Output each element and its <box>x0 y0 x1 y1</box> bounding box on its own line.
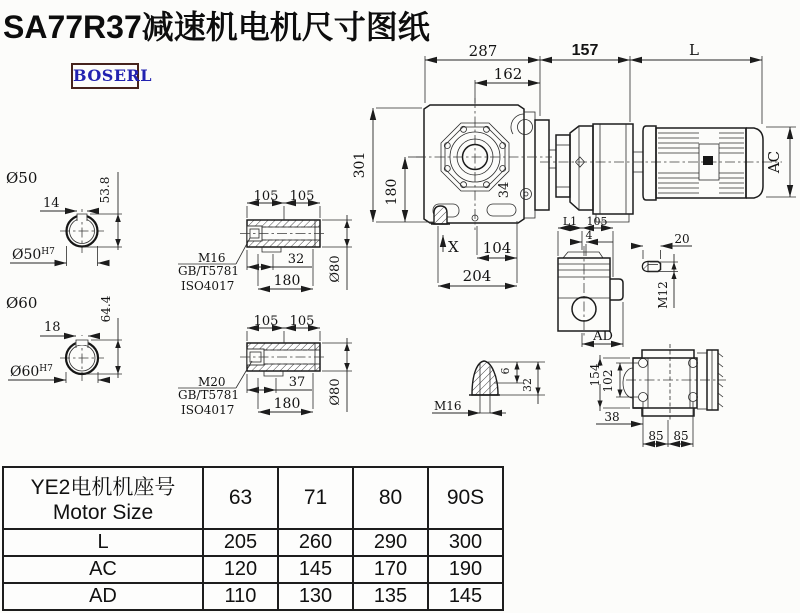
dim-L-label: L <box>689 41 699 59</box>
thread-M16b-label: M16 <box>434 399 462 413</box>
row-label: AD <box>3 583 203 610</box>
dia50-label: Ø50 <box>6 169 38 187</box>
row-label: L <box>3 529 203 556</box>
table-header-en: Motor Size <box>52 501 154 524</box>
breather-plug-detail <box>432 361 545 413</box>
dim-AC-label: AC <box>765 150 783 174</box>
dim-AD-label: AD <box>593 329 613 344</box>
size-80: 80 <box>353 467 428 529</box>
shaft-bore-view-50 <box>6 169 122 266</box>
bore50-label: $Ø50^{H7}$ <box>12 247 55 263</box>
dim-dia80a-label: Ø80 <box>328 255 343 283</box>
size-71: 71 <box>278 467 353 529</box>
dim-dia80b-label: Ø80 <box>328 378 343 406</box>
dim-37-label: 37 <box>288 375 306 390</box>
standard-gb2-label: GB/T5781 <box>178 388 239 402</box>
cell: 135 <box>353 583 428 610</box>
drain-plug <box>434 206 447 224</box>
dim-18-label: 18 <box>44 320 61 335</box>
dim-102-label: 102 <box>601 369 615 393</box>
dim-4-label: 4 <box>585 229 593 242</box>
dim-20-label: 20 <box>674 232 690 246</box>
thread-M20-label: M20 <box>198 375 226 389</box>
dim-L1-label: L1 <box>562 215 578 228</box>
dim-204-label: 204 <box>462 267 492 285</box>
gearbox-front-view <box>416 98 552 230</box>
table-header-label <box>3 467 203 529</box>
cell: 110 <box>203 583 278 610</box>
dim-287-label: 287 <box>468 42 498 60</box>
dia60-label: Ø60 <box>6 294 38 312</box>
standard-iso2-label: ISO4017 <box>181 403 235 417</box>
dim-53.8-label: 53.8 <box>98 176 112 204</box>
cell: 130 <box>278 583 353 610</box>
gearbox-side-view <box>558 215 623 347</box>
sleeve-section-lower <box>178 314 352 417</box>
cell: 260 <box>278 529 353 556</box>
dim-154-label: 154 <box>588 363 602 387</box>
dim-157-label: 157 <box>571 42 599 59</box>
table-row-L <box>3 529 503 556</box>
dim-301-label: 301 <box>352 151 368 179</box>
dim-105R2-label: 105 <box>289 314 315 329</box>
cooling-fins <box>658 133 744 193</box>
table-header-row <box>3 467 503 529</box>
dim-162-label: 162 <box>493 65 523 83</box>
dim-105L2-label: 105 <box>253 314 279 329</box>
dim-104-label: 104 <box>482 239 512 257</box>
cell: 290 <box>353 529 428 556</box>
sleeve-section-upper <box>178 189 352 293</box>
dim-34-label: 34 <box>497 181 512 199</box>
dim-32b-label: 32 <box>521 378 534 392</box>
bore60-label: $Ø60^{H7}$ <box>10 364 53 380</box>
dim-180a-label: 180 <box>273 273 301 289</box>
table-row-AC <box>3 556 503 583</box>
dim-X-label: X <box>448 238 459 256</box>
cell: 190 <box>428 556 503 583</box>
cell: 120 <box>203 556 278 583</box>
cell: 205 <box>203 529 278 556</box>
dim-105R-label: 105 <box>289 189 315 204</box>
shaft-bore-view-60 <box>6 294 122 383</box>
thread-M12-label: M12 <box>656 281 670 309</box>
row-label: AC <box>3 556 203 583</box>
page-title: SA77R37减速机电机尺寸图纸 <box>3 9 430 45</box>
dim-85L-label: 85 <box>648 429 664 443</box>
table-header-cn: YE2电机机座号 <box>30 476 176 499</box>
dim-180-label: 180 <box>384 178 400 206</box>
cell: 145 <box>428 583 503 610</box>
dim-14-label: 14 <box>43 196 60 211</box>
nameplate-mark <box>703 156 713 165</box>
standard-gb-label: GB/T5781 <box>178 264 239 278</box>
dim-85R-label: 85 <box>673 429 689 443</box>
standard-iso-label: ISO4017 <box>181 279 235 293</box>
adapter-housing <box>549 124 643 222</box>
dim-32-label: 32 <box>287 252 305 267</box>
brand-logo: BOSERL <box>71 63 139 89</box>
size-63: 63 <box>203 467 278 529</box>
dim-64.4-label: 64.4 <box>99 295 113 323</box>
dim-6-label: 6 <box>499 367 512 375</box>
cell: 145 <box>278 556 353 583</box>
main-view-dimensions <box>352 41 796 286</box>
thread-M16-label: M16 <box>198 251 226 265</box>
gearbox-rear-view <box>588 344 726 447</box>
motor-size-table <box>2 466 504 611</box>
dim-105s-label: 105 <box>586 215 608 228</box>
cell: 300 <box>428 529 503 556</box>
table-row-AD <box>3 583 503 610</box>
size-90s: 90S <box>428 467 503 529</box>
dim-105L-label: 105 <box>253 189 279 204</box>
cell: 170 <box>353 556 428 583</box>
dim-38-label: 38 <box>604 410 620 424</box>
key-detail <box>634 232 692 309</box>
dim-180b-label: 180 <box>273 396 301 412</box>
